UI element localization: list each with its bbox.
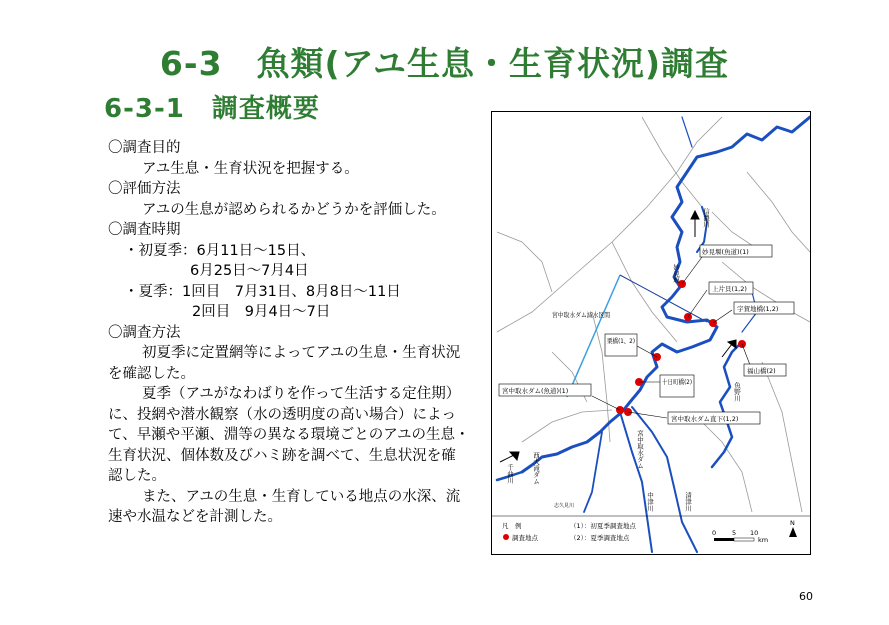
label-miyanaka: 宮中取水ダム: [636, 430, 644, 469]
river-network: [497, 117, 810, 552]
scale-0: 0: [712, 529, 717, 537]
survey-site-map: [491, 111, 811, 555]
label-nakatsu: 中津川: [646, 492, 654, 512]
label-kamikatakai: 上片貝(1,2): [712, 285, 747, 293]
method-para-3: また、アユの生息・生育している地点の水深、流速や水温などを計測した。: [108, 488, 461, 525]
period-summer-2: 2回目 9月4日～7日: [192, 304, 331, 320]
period-early-1: ・初夏季：6月11日～15日、: [124, 242, 316, 259]
survey-overview-text: [108, 138, 470, 528]
label-awahashi: 栗橋(1、2): [607, 337, 640, 345]
evaluation-text: アユの生息が認められるかどうかを評価した。: [142, 201, 446, 218]
period-early-2: 6月25日～7月4日: [190, 263, 309, 279]
period-summer-1: ・夏季：1回目 7月31日、8月8日～11日: [124, 283, 401, 300]
label-myokenzeki-vertical: 妙見堰: [672, 264, 680, 284]
legend-point-icon: [503, 534, 509, 540]
scale-10: 10: [750, 529, 759, 537]
scale-unit: km: [758, 536, 769, 544]
boundary-lines: [497, 117, 810, 512]
legend-point-label: 調査地点: [512, 534, 538, 542]
label-dam-fishway: 宮中取水ダム(魚道)(1): [502, 387, 569, 395]
reduced-section-leader: [620, 275, 707, 322]
label-ukahashi: 宇賀地橋(1,2): [737, 305, 779, 313]
method-heading: 〇調査方法: [108, 324, 181, 341]
label-myokenzeki: 妙見堰(魚道)(1): [702, 248, 749, 256]
evaluation-heading: 〇評価方法: [108, 181, 181, 197]
period-heading: 〇調査時期: [108, 222, 181, 238]
label-fukuyama: 福山橋(2): [747, 367, 776, 375]
legend-note-1: （1）：初夏季調査地点: [570, 522, 636, 530]
label-nishiotaki: 西大滝ダム: [532, 452, 540, 485]
label-shinano: 信濃川: [702, 208, 710, 228]
legend-title: 凡 例: [502, 522, 522, 530]
purpose-heading: 〇調査目的: [108, 140, 181, 156]
label-shimizu: 志久見川: [554, 503, 575, 509]
label-tokamachi: 十日町橋(2): [662, 378, 698, 386]
label-dam-downstream: 宮中取水ダム直下(1,2): [671, 415, 739, 423]
label-chikuma: 千曲川: [506, 464, 514, 484]
page-number: 60: [799, 590, 813, 603]
section-subtitle: 6-3-1 調査概要: [104, 94, 320, 124]
method-para-1: 初夏季に定置網等によってアユの生息・生育状況を確認した。: [108, 345, 461, 382]
label-uono: 魚野川: [733, 382, 741, 402]
north-arrow-icon: [789, 527, 797, 537]
north-label: N: [790, 519, 795, 527]
scale-5: 5: [732, 529, 737, 537]
method-para-2: 夏季（アユがなわばりを作って生活する定住期）に、投網や潜水観察（水の透明度の高い場合）によって、早瀬や平瀬、淵等の異なる環境ごとのアユの生息・生育状況、個体数及びハミ跡を調べて、生息状況を確認した。: [108, 386, 470, 484]
legend-note-2: （2）：夏季調査地点: [570, 534, 630, 542]
label-kiyotsu: 清津川: [684, 492, 692, 512]
page-title: 6-3 魚類(アユ生息・生育状況)調査: [159, 44, 730, 83]
label-reduced-section: 宮中取水ダム減水区間: [552, 311, 617, 319]
purpose-text: アユ生息・生育状況を把握する。: [142, 160, 359, 177]
